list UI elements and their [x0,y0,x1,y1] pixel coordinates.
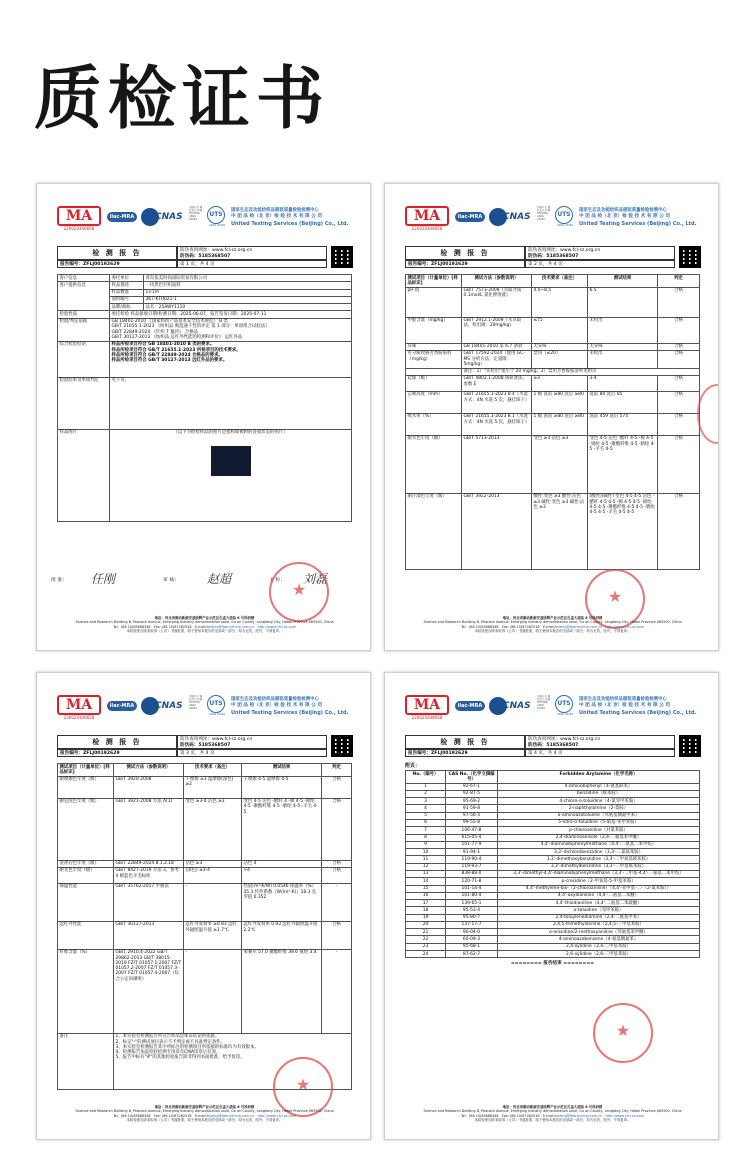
table-row: 17 139-65-1 4,4'-thiodianiline（4,4'-二氨基二苯硫醚） [406,900,700,907]
table-row: 8 615-05-4 2,4-diaminoanisole（2,4-二氨基苯甲醚） [406,834,700,841]
report-title: 检 测 报 告 [57,246,177,260]
client-info-table [57,274,352,522]
uts-logo: UTS CNAS L8284 [555,695,575,719]
official-seal: ★ [273,1057,333,1117]
qr-code [679,735,701,757]
page2-content [405,274,700,570]
seam-seal [697,384,719,444]
page-footer: 地址：河北省廊坊新源安基欣辉产业示范区孔雀大道临 8 号科研楼 Science and Research Building B, Peacock Avenue, Emerging Industry demonstration zone, Gu an County, Langfang City, Hebei Province,065500, China Tel：(86 10)65688348 Fax: (86 10)67262516 E-mail:testing@fabricchina.com.cn http://www.cfcl-sz.com 本检验报告除非取得（公司）书面批准，给于使用本报告的全部或一部分，均为无效，经外，不得复印。 [423,1105,682,1123]
appendix-label: 附页： [405,763,421,769]
report-header [57,246,352,270]
uts-logo: UTS CNAS L8284 [555,206,575,230]
center-name: 国家生态及功能纺织品服装质量检验检测中心 中 团 品 检（北 京）检 验 技 术 有 限 公 司 United Testing Services (Beijing) Co., Ltd. [231,697,349,716]
cnas-logo: CNAS [141,695,185,719]
table-row: 1 92-67-1 4-aminobiphenyl（4-氨基联苯） [406,783,700,790]
testing-mark: 中国认可 国际互认 检测 TESTING CNAS L8284 [189,206,203,221]
auditor-signature: 赵超 [207,572,232,586]
table-row: 客户提供信息 样品描述 一块黑色针织面料 [58,282,352,289]
table-row: 样品数量 1×1m [58,289,352,296]
test-results-table [405,274,700,570]
table-row: 保温性能 GB/T 35762-2017 平板法 - 热阻(m²·K/W) 0.0546 保温率（%）35.3 传热系数（W/(m²·K)）18.3 克罗值 0.352 - [58,883,352,921]
test-results-table [57,763,352,1090]
table-row: 2 92-87-5 benzidine（联苯胺） [406,790,700,797]
verify-info: 防伪查询网址：www.fcl-sz.org.cn 防伪码：5185368507 [177,246,327,260]
table-header-row: 测试项目（计量单位）[样品标识] 测试方法（参数说明） 技术要求（备注） 测试结果 判定 [58,764,352,777]
verify-info: 防伪查询网址：www.fcl-sz.org.cn 防伪码：5185368507 [177,735,327,749]
table-row: 15 101-14-4 4,4'-methylene-bis-（2-chloroaniline）（4,4'-亚甲基-二-（2-氯苯胺）） [406,885,700,892]
page-footer: 地址：河北省廊坊新源安基欣辉产业示范区孔雀大道临 8 号科研楼 Science and Research Building B, Peacock Avenue, Emerging Industry demonstration zone, Gu an County, Langfang City, Hebei Province,065500, China Tel：(86 10)65688348 Fax: (86 10)67262516 E-mail:testing@fabricchina.com.cn http://www.cfcl-sz.com 本检验报告除非取得（公司）书面批准，给于使用本报告的全部或一部分，均为无效，经外，不得复印。 [75,616,334,634]
report-page-3 [36,672,371,1140]
table-row: 耐水色牢度（级） GB/T 5713-2013 变色 ≥3 沾色 ≥3 变色 4-5 沾色 -醋纤 4-5 -棉 4-5 -锦纶 4-5 -聚酯纤维 4-5 -腈纶 4-5 -羊毛 4-5 合格 [406,435,700,493]
ilac-logo: ilac-MRA [107,697,137,717]
official-seal: ★ [593,1003,653,1063]
table-row: 24 87-62-7 2,6-xylidine（2,6-二甲基苯胺） [406,951,700,958]
table-row: 芯吸高度（mm） GB/T 21655.1-2023 8.4（水洗方式：4N 水洗 5 次，悬挂晾干） 1 级 洗前 ≥80 洗后 ≥80 洗前 80 洗后 85 合格 [406,391,700,413]
report-header [405,246,700,270]
ilac-logo: ilac-MRA [455,697,485,717]
verify-info: 防伪查询网址：www.fcl-sz.org.cn 防伪码：5185368507 [525,735,675,749]
center-name: 国家生态及功能纺织品服装质量检验检测中心 中 团 品 检（北 京）检 验 技 术 有 限 公 司 United Testing Services (Beijing) Co., Ltd. [579,697,697,716]
table-row: 吸水率（%） GB/T 21655.1-2023 8.1（水洗方式：4N 水洗 5 次，悬挂晾干） 1 级 洗前 ≥80 洗后 ≥80 洗前 459 洗后 574 合格 [406,413,700,435]
ma-logo: MA 220020346658 [405,206,449,232]
table-row: 样品图片 （以下为经检样品的照片是指和或被附的签收状态的照片） [58,429,352,521]
logo-bar [405,204,700,234]
table-row: 12 119-93-7 3,3'-dimethylbenzidine（3,3'-二甲基联苯胺） [406,863,700,870]
report-page-1 [36,183,371,651]
qr-code [331,735,353,757]
uts-logo: UTS CNAS L8284 [207,695,227,719]
table-row: 19 95-80-7 2,4-toluylenediamine（2,4-二氨基甲苯） [406,914,700,921]
table-row: 品牌/商标 品名：25AWY1110 [58,304,352,311]
table-row: 面料编号 367-KTH021-1 [58,296,352,303]
table-row: 20 137-17-7 2,4,5-trimethylaniline（2,4,5-三甲基苯胺） [406,921,700,928]
table-row: 7 106-47-8 p-chloroaniline（对氯苯胺） [406,827,700,834]
report-number: 报告编号：ZFLJ00192629 [405,260,525,268]
ma-logo: MA 220020346658 [405,695,449,721]
fabric-sample-image [211,446,251,476]
cnas-logo: CNAS [141,206,185,230]
table-row: 22 60-09-3 4-aminoazobenzene（4-氨基偶氮苯） [406,936,700,943]
table-row: 6 99-55-8 5-nitro-o-toluidine（5-硝基-邻甲苯胺） [406,819,700,826]
qr-code [679,246,701,268]
table-row: 备注：1）"未检出"指小于 20 mg/kg。2）禁用芳香胺胺清单见附页 [406,368,700,375]
table-row: 10 91-94-1 3,3'-dichlorobenzidine（3,3'-二氯联苯胺） [406,849,700,856]
table-row: 检验结果及单项判定 见下页。 [58,377,352,429]
logo-bar [57,204,352,234]
page1-content [57,274,352,522]
uts-logo: UTS CNAS L8284 [207,206,227,230]
table-row: 检验/判定依据 GB 18401-2010 《国家纺织产品基本安全技术规范》 B 类 GB/T 21655.1-2023 《纺织品 吸湿速干性的评定 第 1 部分：单项组合试验法》 GB/T 22849-2024 《针织 T 恤衫》 合格品 GB/T 30127-2013 《纺织品 远红外性能的检测和评价》 远红外品 [58,318,352,341]
table-row: 备注 1、本实验室检测报告所宣告样品是保证结论的依据。 2、标记"-"的测试项目表示不予判定或不具备判定条件。 3、本实验室检测报告其中所标注的检测项目所依据的标准均为有效版本。 4、检测报告加盖检验检测专用章及CMA印章后有效。 5、报告中标有"#"的其他检验报告除非得到书面批准，给予复印。 [58,1033,352,1089]
page-number: 第 1 页，共 4 页 [177,260,327,268]
testing-mark: 中国认可 国际互认 检测 TESTING CNAS L8284 [537,695,551,710]
table-row: 23 95-68-1 2,4-xylidine（2,4-二甲基苯胺） [406,943,700,950]
logo-bar [57,693,352,723]
table-row: 18 95-53-4 o-toluidine（邻甲苯胺） [406,907,700,914]
report-number: 报告编号：ZFLJ00192629 [57,749,177,757]
testing-mark: 中国认可 国际互认 检测 TESTING CNAS L8284 [189,695,203,710]
table-row: 4 91-59-8 2-naphthylamine（2-萘胺） [406,805,700,812]
ilac-logo: ilac-MRA [455,208,485,228]
cnas-logo: CNAS [489,695,533,719]
table-row: 13 838-88-0 3,3'-dimethyl-4,4'-diaminobiphenylmethane（3,3'-二甲基-4,4'-二氨基二苯甲烷） [406,870,700,877]
report-number: 报告编号：ZFLJ00192629 [57,260,177,268]
approver-signature: 任刚 [91,572,116,586]
table-row: 耐汗渍色牢度（级） GB/T 3922-2013 酸性:变色 ≥3 酸性:沾色 ≥3 碱性:变色 ≥3 碱性:沾色 ≥3 (酸性)(碱性) 变色 4-5 4-5 沾色 -醋纤 4-5 4-5 -棉 4-5 4-5 -锦纶 4-5 4-5 -聚酯纤维 4-5 4-5 -腈纶 4-5 4-5 -羊毛 4-5 4-5 合格 [406,493,700,569]
cnas-logo: CNAS [489,206,533,230]
report-page-2 [384,183,719,651]
page4-content [405,763,700,967]
table-row: 异味 GB 18401-2010 第 6.7 条款 无异味 无异味 合格 [406,343,700,350]
arylamine-table [405,770,700,958]
auditor-label: 审 核： [163,578,179,583]
page-number: 第 2 页，共 4 页 [525,260,675,268]
inspector-label: 主 检： [269,578,285,583]
official-seal: ★ [585,569,645,629]
report-header [405,735,700,759]
page-footer: 地址：河北省廊坊新源安基欣辉产业示范区孔雀大道临 8 号科研楼 Science and Research Building B, Peacock Avenue, Emerging Industry demonstration zone, Gu an County, Langfang City, Hebei Province,065500, China Tel：(86 10)65688348 Fax: (86 10)67262516 E-mail:testing@fabricchina.com.cn http://www.cfcl-sz.com 本检验报告除非取得（公司）书面批准，给于使用本报告的全部或一部分，均为无效，经外，不得复印。 [423,616,682,634]
testing-mark: 中国认可 国际互认 检测 TESTING CNAS L8284 [537,206,551,221]
table-row: 11 119-90-4 3,3'-dimethoxybenzidine（3,3'-二甲氧基联苯胺） [406,856,700,863]
logo-bar [405,693,700,723]
table-header-row: No.（编号） CAS No.（化学文摘编号） Forbidden Arylamine（化学名称） [406,771,700,784]
table-header-row: 测试项目（计量单位）[样品标识] 测试方法（参数说明） 技术要求（备注） 测试结果 判定 [406,275,700,288]
center-name: 国家生态及功能纺织品服装质量检验检测中心 中 团 品 检（北 京）检 验 技 术 有 限 公 司 United Testing Services (Beijing) Co., Ltd. [231,208,349,227]
table-row: 耐皂洗色牢度（级） GB/T 3921-2008 方法 A(1) 变色 ≥3-4 沾色 ≥3 变色 4-5 沾色 -醋纤 4 -棉 4-5 -锦纶 4-5 -聚酯纤维 4-5 -腈纶 4-5 -羊毛 4-5 合格 [58,798,352,860]
verify-info: 防伪查询网址：www.fcl-sz.org.cn 防伪码：5185368507 [525,246,675,260]
table-row: 耐光色牢度（级） GB/T 8427-2019 方法 3，参考 4 级蓝色羊毛标样 (深色) ≥3-4 >4 合格 [58,867,352,883]
table-row: 21 90-04-0 o-anisidine/2-methoxyaniline（邻氨基苯甲醚） [406,929,700,936]
page-title: 质检证书 [34,60,331,139]
table-row: 9 101-77-9 4,4'-diaminobiphenylmethane（4,4'-二氨基二苯甲烷） [406,841,700,848]
report-title: 检 测 报 告 [405,735,525,749]
table-row: pH 值 GB/T 7573-2009（萃取介质：0.1mol/L 氯化钾溶液） 4.0~8.5 6.5 合格 [406,287,700,317]
table-row: 起球（级） GB/T 4802.1-2008 圆轨迹法，参数 E ≥3 3-4 合格 [406,375,700,391]
ma-logo: MA 220020346658 [57,695,101,721]
center-name: 国家生态及功能纺织品服装质量检验检测中心 中 团 品 检（北 京）检 验 技 术 有 限 公 司 United Testing Services (Beijing) Co., Ltd. [579,208,697,227]
table-row: 可分解致癌芳香胺染料（mg/kg） GB/T 17592-2024（使用 GC-MS 分析方法；定量限：5mg/kg） 禁用（≤20） 未检出 合格 [406,350,700,368]
page-number: 第 3 页，共 4 页 [177,749,327,757]
table-row: 远红外性能 GB/T 30127-2013 远红外发射率 ≥0.83 远红外辐照温升值 ≥1.7℃ 远红外发射率 0.93 远红外辐照温升值 2.2℃ 合格 [58,921,352,949]
approver-label: 批 准： [51,578,67,583]
ma-logo: MA 220020346658 [57,206,101,232]
page-number: 第 4 页，共 4 页 [525,749,675,757]
table-row: 纤维含量（%） GB/T 2910.4-2022 GB/T 29862-2013 GB/T 38015-2019 FZ/T 01057.1-2007 FZ/T 01057.2-2007 FZ/T 01057.3-2007 FZ/T 01057.4-2007（综合公定回潮率） - 莱赛尔 57.0 聚酯纤维 39.6 氨纶 3.4 - [58,949,352,1033]
report-end: ======== 报告结束 ======== [510,961,595,967]
table-row: 综合检验结论 样品所检项目符合 GB 18401-2010 B 类的要求。 样品所检项目符合 GB/T 21655.1-2023 所检项目的技术要求。 样品所检项目符合 GB/T 22849-2024 合格品的要求。 样品所检项目符合 GB/T 30127-2013 远红外品的要求。 [58,341,352,377]
report-page-4 [384,672,719,1140]
report-number: 报告编号：ZFLJ00192629 [405,749,525,757]
report-title: 检 测 报 告 [405,246,525,260]
table-row: 16 101-80-4 4,4'-oxydianiline（4,4'-二氨基二苯醚） [406,892,700,899]
table-row: 3 95-69-2 4-chloro-o-toluidine（4-氯邻甲苯胺） [406,798,700,805]
page-footer: 地址：河北省廊坊新源安基欣辉产业示范区孔雀大道临 8 号科研楼 Science and Research Building B, Peacock Avenue, Emerging Industry demonstration zone, Gu an County, Langfang City, Hebei Province,065500, China Tel：(86 10)65688348 Fax: (86 10)67262516 E-mail:testing@fabricchina.com.cn http://www.cfcl-sz.com 本检验报告除非取得（公司）书面批准，给于使用本报告的全部或一部分，均为无效，经外，不得复印。 [75,1105,334,1123]
table-row: 耐摩擦色牢度（级） GB/T 3920-2008 干摩擦 ≥3 湿摩擦(深色) ≥2 干摩擦 4-5 湿摩擦 4-5 合格 [58,776,352,798]
report-title: 检 测 报 告 [57,735,177,749]
page3-content [57,763,352,1090]
table-row: 检验性质 委托检验 样品接收日期/检测日期：2025-06-07，报告签发日期：2025-07-11 [58,311,352,318]
ilac-logo: ilac-MRA [107,208,137,228]
table-row: 14 120-71-8 p-cresidine（2-甲氧基-5-甲基苯胺） [406,878,700,885]
table-row: 5 97-56-3 o-aminoazotoluene（邻氨基偶氮甲苯） [406,812,700,819]
qr-code [331,246,353,268]
report-header [57,735,352,759]
table-row: 洗涤后色牢度（级） GB/T 22849-2024 8.1.2.18 沾色 ≥3 沾色 4 合格 [58,860,352,867]
table-row: 客户信息 委托单位 青岛依美时尚国际贸易有限公司 [58,275,352,282]
inspector-signature: 刘磊 [303,572,328,586]
official-seal: ★ [269,562,329,622]
table-row: 甲醛含量（mg/kg） GB/T 2912.1-2009（水萃取法，检出限：20mg/kg） ≤75 未检出 合格 [406,317,700,343]
